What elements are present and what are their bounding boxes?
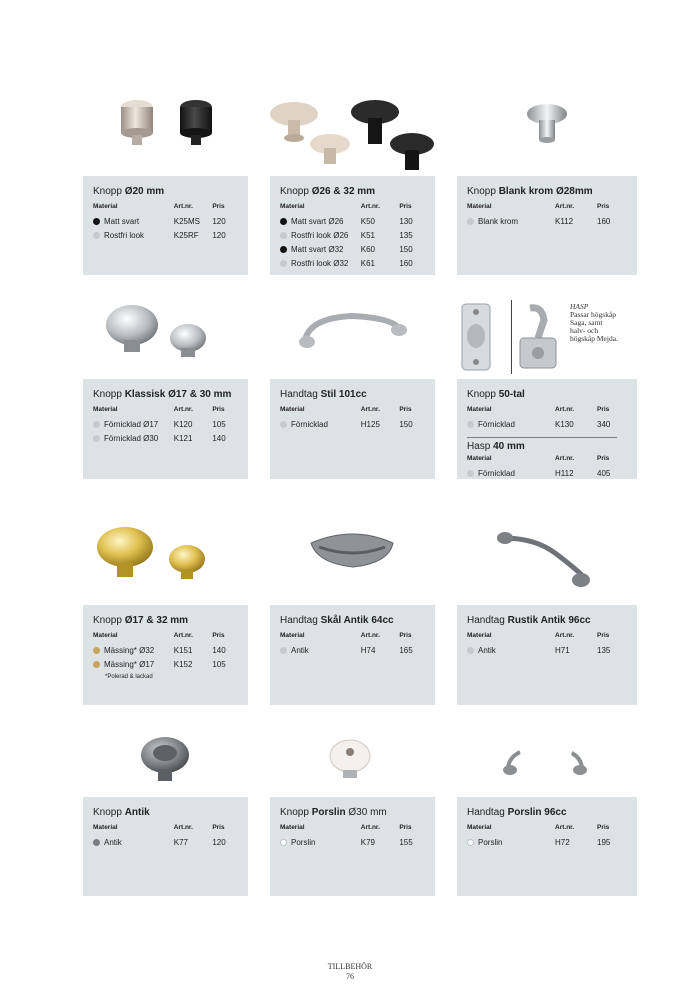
table-header — [467, 203, 627, 210]
art-number: K25MS — [173, 216, 200, 226]
price: 105 — [212, 419, 226, 429]
silver-swatch — [280, 232, 287, 239]
handle-porslin-image — [500, 742, 590, 792]
product-title — [467, 186, 627, 197]
title-prefix: Handtag — [467, 615, 508, 626]
knob-brass-image — [95, 525, 215, 585]
title-prefix: Knopp — [93, 615, 125, 626]
title-bold: Blank krom Ø28mm — [498, 186, 593, 197]
table-row — [93, 643, 238, 657]
art-number: H71 — [555, 645, 570, 655]
brass-swatch — [93, 647, 100, 654]
hasp-image — [460, 298, 570, 378]
material-cell — [93, 420, 174, 429]
product-card — [270, 176, 435, 275]
art-number: K25RF — [173, 230, 199, 240]
product-title — [467, 807, 627, 818]
table-header — [280, 632, 425, 639]
art-number: H72 — [555, 837, 570, 847]
title-prefix: Handtag — [467, 807, 508, 818]
table-header — [467, 632, 627, 639]
material-name: Antik — [478, 645, 496, 655]
hasp-note-line: Saga, samt — [570, 318, 603, 327]
table-row — [93, 657, 238, 671]
product-title — [467, 389, 627, 400]
table-row — [467, 417, 627, 431]
material-cell — [280, 217, 361, 226]
title-prefix: Handtag — [280, 615, 321, 626]
black-swatch — [93, 218, 100, 225]
header-material: Material — [280, 406, 305, 413]
material-cell — [280, 245, 361, 254]
material-name: Rostfri look Ø32 — [291, 258, 349, 268]
product-title — [93, 615, 238, 626]
material-cell — [93, 660, 174, 669]
table-row — [93, 417, 238, 431]
material-name: Förnicklad — [478, 468, 515, 478]
hasp-note — [570, 303, 618, 343]
header-art: Art.nr. — [360, 632, 380, 639]
table-row — [280, 242, 425, 256]
price: 140 — [212, 433, 226, 443]
header-material: Material — [93, 632, 118, 639]
table-row — [280, 256, 425, 270]
price: 105 — [212, 659, 226, 669]
material-cell — [93, 646, 174, 655]
material-cell — [93, 231, 174, 240]
table-row — [280, 835, 425, 849]
price: 130 — [399, 216, 413, 226]
table-row — [93, 431, 238, 445]
silver-swatch — [467, 218, 474, 225]
material-cell — [280, 646, 361, 655]
material-cell — [93, 434, 174, 443]
product-card — [457, 379, 637, 479]
header-price: Pris — [399, 632, 412, 639]
product-card — [270, 379, 435, 479]
header-price: Pris — [212, 632, 225, 639]
title-prefix: Knopp — [93, 186, 125, 197]
header-price: Pris — [597, 203, 610, 210]
product-title — [93, 389, 238, 400]
header-material: Material — [467, 406, 492, 413]
header-material: Material — [280, 203, 305, 210]
header-art: Art.nr. — [555, 203, 575, 210]
table-header — [280, 824, 425, 831]
product-card — [270, 797, 435, 896]
art-number: K50 — [360, 216, 375, 226]
price: 405 — [597, 468, 611, 478]
header-art: Art.nr. — [555, 632, 575, 639]
table-row — [467, 466, 627, 480]
material-cell — [467, 838, 555, 847]
knob-26-32mm-image — [268, 96, 438, 176]
material-name: Matt svart Ø32 — [291, 244, 344, 254]
price: 120 — [212, 837, 226, 847]
knob-antik-image — [138, 735, 193, 785]
page-footer — [0, 962, 700, 982]
product-title — [280, 186, 425, 197]
table-header — [467, 406, 627, 413]
price: 160 — [399, 258, 413, 268]
art-number: K51 — [360, 230, 375, 240]
price: 195 — [597, 837, 611, 847]
table-header — [280, 406, 425, 413]
art-number: K61 — [360, 258, 375, 268]
header-art: Art.nr. — [173, 406, 193, 413]
price: 160 — [597, 216, 611, 226]
knob-chrome-image — [522, 100, 572, 150]
knob-20mm-image — [110, 95, 230, 155]
header-art: Art.nr. — [173, 203, 193, 210]
product-card — [83, 379, 248, 479]
art-number: H125 — [360, 419, 380, 429]
title-prefix: Handtag — [280, 389, 321, 400]
material-name: Matt svart — [104, 216, 140, 226]
table-row — [93, 228, 238, 242]
handle-stil-image — [295, 310, 410, 350]
header-price: Pris — [212, 824, 225, 831]
table-row — [280, 643, 425, 657]
table-header — [467, 455, 627, 462]
material-name: Rostfri look — [104, 230, 145, 240]
material-name: Matt svart Ø26 — [291, 216, 344, 226]
table-row — [467, 643, 627, 657]
handle-skal-image — [305, 525, 400, 575]
title-suffix: Ø30 mm — [345, 807, 387, 818]
product-title — [93, 807, 238, 818]
header-art: Art.nr. — [555, 406, 575, 413]
table-header — [467, 824, 627, 831]
title-bold: Ø26 & 32 mm — [311, 186, 376, 197]
silver-swatch — [280, 647, 287, 654]
material-name: Förnicklad Ø17 — [104, 419, 159, 429]
product-card — [270, 605, 435, 705]
table-row — [467, 835, 627, 849]
material-name: Förnicklad — [291, 419, 328, 429]
hasp-note-line: högskåp Mejda. — [570, 334, 618, 343]
title-bold: Ø17 & 32 mm — [124, 615, 189, 626]
table-header — [93, 824, 238, 831]
material-cell — [280, 838, 361, 847]
header-art: Art.nr. — [555, 455, 575, 462]
header-price: Pris — [597, 632, 610, 639]
title-bold: 40 mm — [493, 441, 525, 452]
silver-swatch — [93, 435, 100, 442]
price: 150 — [399, 419, 413, 429]
header-price: Pris — [399, 203, 412, 210]
product-card — [457, 176, 637, 275]
title-prefix: Knopp — [280, 807, 312, 818]
header-art: Art.nr. — [360, 824, 380, 831]
product-title — [280, 807, 425, 818]
title-bold: Klassisk Ø17 & 30 mm — [124, 389, 232, 400]
material-name: Förnicklad — [478, 419, 515, 429]
page-number: 76 — [346, 972, 354, 981]
sub-divider — [467, 437, 617, 438]
product-card — [83, 797, 248, 896]
title-bold: Porslin — [311, 807, 346, 818]
table-row — [93, 835, 238, 849]
title-bold: Antik — [124, 807, 150, 818]
product-card — [83, 605, 248, 705]
silver-swatch — [467, 647, 474, 654]
header-material: Material — [467, 455, 492, 462]
title-prefix: Knopp — [467, 186, 499, 197]
price: 165 — [399, 645, 413, 655]
black-swatch — [280, 218, 287, 225]
title-prefix: Knopp — [280, 186, 312, 197]
header-art: Art.nr. — [360, 203, 380, 210]
material-name: Rostfri look Ø26 — [291, 230, 349, 240]
header-material: Material — [93, 824, 118, 831]
white-swatch — [280, 839, 287, 846]
header-art: Art.nr. — [173, 824, 193, 831]
header-material: Material — [467, 203, 492, 210]
material-cell — [93, 838, 174, 847]
table-header — [93, 203, 238, 210]
title-prefix: Knopp — [93, 389, 125, 400]
art-number: K120 — [173, 419, 193, 429]
material-name: Mässing* Ø32 — [104, 645, 155, 655]
art-number: H74 — [360, 645, 376, 655]
silver-swatch — [467, 421, 474, 428]
product-card — [457, 797, 637, 896]
title-prefix: Knopp — [93, 807, 125, 818]
art-number: K79 — [360, 837, 375, 847]
header-material: Material — [280, 824, 305, 831]
material-cell — [467, 420, 555, 429]
price: 135 — [399, 230, 413, 240]
material-cell — [280, 259, 361, 268]
header-price: Pris — [212, 203, 225, 210]
material-name: Förnicklad Ø30 — [104, 433, 159, 443]
price: 340 — [597, 419, 611, 429]
price: 150 — [399, 244, 413, 254]
header-material: Material — [280, 632, 305, 639]
table-header — [93, 632, 238, 639]
art-number: K151 — [173, 645, 193, 655]
knob-porslin-image — [325, 738, 375, 788]
header-price: Pris — [597, 824, 610, 831]
price: 120 — [212, 216, 226, 226]
header-art: Art.nr. — [360, 406, 380, 413]
hasp-note-line: halv- och — [570, 326, 599, 335]
product-title — [467, 615, 627, 626]
product-card — [457, 605, 637, 705]
product-title — [93, 186, 238, 197]
brass-swatch — [93, 661, 100, 668]
title-bold: Stil 101cc — [320, 389, 367, 400]
material-cell — [467, 469, 555, 478]
silver-swatch — [467, 470, 474, 477]
price: 155 — [399, 837, 413, 847]
title-bold: Skål Antik 64cc — [320, 615, 394, 626]
price: 120 — [212, 230, 226, 240]
material-name: Antik — [104, 837, 122, 847]
material-name: Porslin — [291, 837, 316, 847]
material-cell — [467, 646, 555, 655]
table-row — [93, 214, 238, 228]
material-cell — [280, 420, 361, 429]
header-price: Pris — [212, 406, 225, 413]
art-number: K121 — [173, 433, 193, 443]
price: 135 — [597, 645, 611, 655]
art-number: K112 — [555, 216, 574, 226]
black-swatch — [280, 246, 287, 253]
silver-swatch — [93, 421, 100, 428]
table-row — [280, 228, 425, 242]
white-swatch — [467, 839, 474, 846]
sub-product-title — [467, 441, 627, 452]
material-name: Antik — [291, 645, 309, 655]
title-prefix: Hasp — [467, 441, 494, 452]
material-cell — [280, 231, 361, 240]
art-number: K130 — [555, 419, 574, 429]
header-material: Material — [467, 632, 492, 639]
art-number: K77 — [173, 837, 188, 847]
antique-swatch — [93, 839, 100, 846]
silver-swatch — [280, 260, 287, 267]
hasp-note-title: HASP — [570, 302, 589, 311]
silver-swatch — [280, 421, 287, 428]
table-row — [280, 214, 425, 228]
hasp-divider — [511, 300, 512, 374]
table-row — [467, 214, 627, 228]
title-bold: Porslin 96cc — [507, 807, 567, 818]
header-price: Pris — [597, 455, 610, 462]
silver-swatch — [93, 232, 100, 239]
product-card — [83, 176, 248, 275]
knob-classic-image — [100, 300, 215, 360]
title-bold: Ø20 mm — [124, 186, 165, 197]
header-price: Pris — [597, 406, 610, 413]
material-name: Mässing* Ø17 — [104, 659, 155, 669]
art-number: K152 — [173, 659, 193, 669]
title-prefix: Knopp — [467, 389, 499, 400]
header-price: Pris — [399, 406, 412, 413]
footnote: *Polerad & lackad — [105, 674, 153, 680]
material-cell — [467, 217, 555, 226]
table-row — [280, 417, 425, 431]
header-material: Material — [93, 406, 118, 413]
header-art: Art.nr. — [173, 632, 193, 639]
section-label: TILLBEHÖR — [327, 962, 373, 971]
handle-rustik-image — [495, 528, 595, 593]
material-cell — [93, 217, 174, 226]
material-name: Porslin — [478, 837, 503, 847]
table-header — [93, 406, 238, 413]
header-material: Material — [467, 824, 492, 831]
art-number: K60 — [360, 244, 375, 254]
art-number: H112 — [555, 468, 574, 478]
material-name: Blank krom — [478, 216, 519, 226]
title-bold: 50-tal — [498, 389, 525, 400]
price: 140 — [212, 645, 226, 655]
title-bold: Rustik Antik 96cc — [507, 615, 591, 626]
table-header — [280, 203, 425, 210]
header-art: Art.nr. — [555, 824, 575, 831]
product-title — [280, 615, 425, 626]
product-title — [280, 389, 425, 400]
hasp-note-line: Passar högskåp — [570, 310, 617, 319]
header-price: Pris — [399, 824, 412, 831]
header-material: Material — [93, 203, 118, 210]
